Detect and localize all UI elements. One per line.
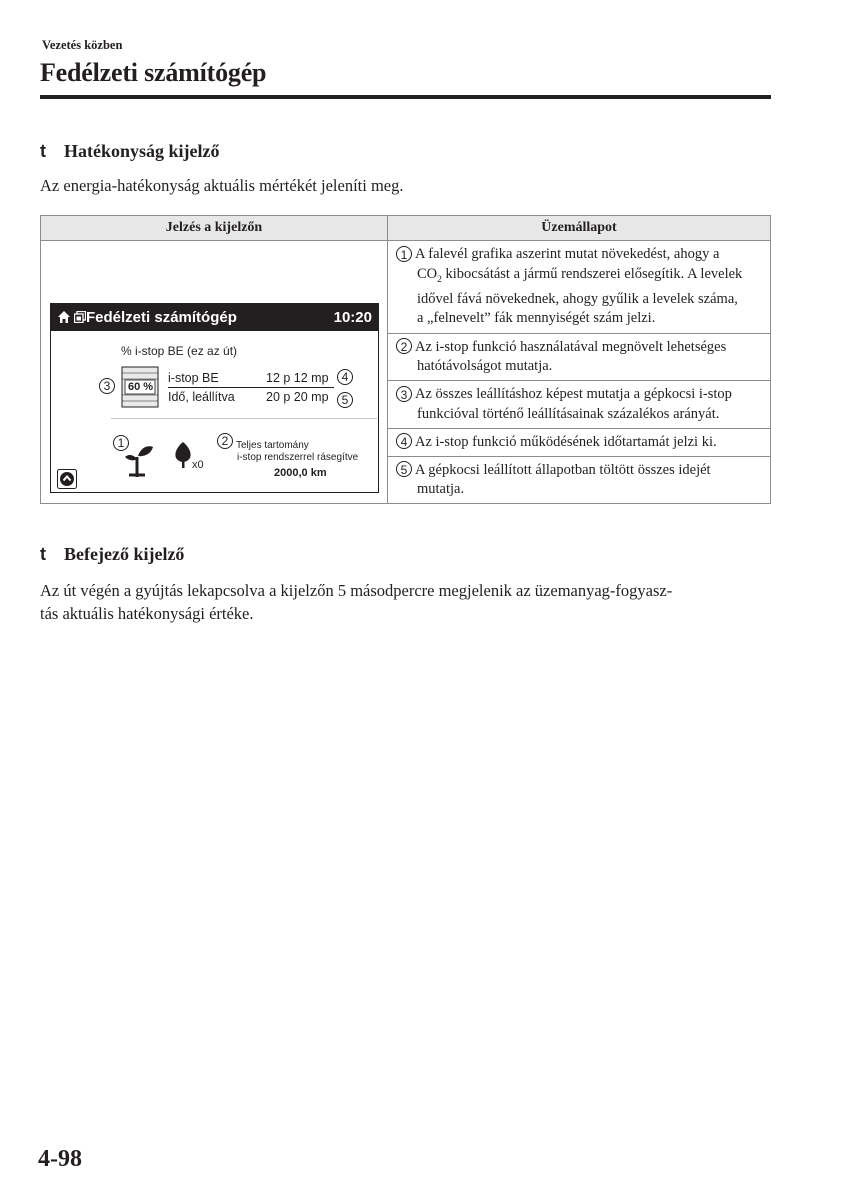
marker-5: 5: [337, 392, 353, 408]
row-1-line-4: a „felnevelt” fák mennyiségét szám jelzi.: [417, 310, 656, 327]
page-number: 4-98: [38, 1146, 82, 1172]
screen-title-bar: [51, 304, 378, 331]
marker-2: 2: [217, 433, 233, 449]
bullet-icon: t: [40, 141, 46, 161]
tree-icon: [173, 441, 193, 469]
screen-illustration: [50, 303, 379, 493]
row-number-2: 2: [396, 338, 412, 354]
info-table: [40, 215, 771, 504]
stopped-time-label: Idő, leállítva: [168, 390, 235, 404]
range-label-line1: Teljes tartomány: [236, 440, 309, 451]
marker-3: 3: [99, 378, 115, 394]
row-5-line-1: A gépkocsi leállított állapotban töltött összes idejét: [415, 461, 711, 478]
state-row-3: [388, 381, 771, 428]
car-icon: [74, 311, 86, 323]
tree-count: x0: [192, 459, 204, 471]
istop-on-label: i-stop BE: [168, 371, 219, 385]
range-value: 2000,0 km: [274, 467, 327, 479]
row-2-line-2: hatótávolságot mutatja.: [417, 358, 553, 375]
paragraph-line-2: tás aktuális hatékonysági értéke.: [40, 603, 254, 623]
table-header-state: Üzemállapot: [388, 216, 771, 241]
row-3-line-1: Az összes leállításhoz képest mutatja a gépkocsi i-stop: [415, 386, 732, 403]
istop-percent-value: 60 %: [128, 381, 154, 393]
section-heading-efficiency: [40, 141, 220, 162]
sprout-leaf-icon: [123, 437, 155, 477]
co2-subscript: 2: [437, 274, 442, 285]
screen-clock: 10:20: [333, 309, 372, 326]
row-3-line-2: funkcióval történő leállításainak százalékos arányát.: [417, 405, 720, 422]
state-row-2: [388, 333, 771, 380]
final-display-paragraph: [40, 580, 780, 625]
marker-4: 4: [337, 369, 353, 385]
row-1-line-1: A falevél grafika aszerint mutat növekedést, ahogy a: [415, 246, 720, 262]
row-2-line-1: Az i-stop funkció használatával megnövelt lehetséges: [415, 338, 727, 355]
scroll-up-button[interactable]: [57, 469, 77, 489]
stopped-time-value: 20 p 20 mp: [266, 390, 329, 404]
row-number-3: 3: [396, 386, 412, 402]
page-title: Fedélzeti számítógép: [40, 58, 267, 87]
row-number-4: 4: [396, 433, 412, 449]
state-row-5: [388, 456, 771, 504]
state-row-1: [388, 241, 771, 334]
heading-text: Hatékonyság kijelző: [64, 141, 220, 161]
separator-line: [168, 387, 334, 388]
range-label-line2: i-stop rendszerrel rásegítve: [237, 452, 359, 463]
istop-percent-label: % i-stop BE (ez az út): [121, 344, 238, 358]
title-rule: [40, 95, 771, 99]
table-header-display: Jelzés a kijelzőn: [41, 216, 388, 241]
istop-on-value: 12 p 12 mp: [266, 371, 329, 385]
intro-paragraph: Az energia-hatékonyság aktuális mértékét jeleníti meg.: [40, 176, 404, 195]
state-row-4: [388, 428, 771, 456]
display-illustration-cell: [41, 241, 388, 504]
co2-prefix: CO: [417, 265, 438, 282]
home-icon: [57, 310, 71, 324]
section-heading-final-display: [40, 544, 184, 565]
paragraph-line-1: Az út végén a gyújtás lekapcsolva a kijelzőn 5 másodpercre megjelenik az üzemanyag-fogyasz-: [40, 581, 673, 600]
row-1-line-3: idővel fává növekednek, ahogy gyűlik a levelek száma,: [417, 290, 738, 307]
row-5-line-2: mutatja.: [417, 481, 465, 497]
row-4-line-1: Az i-stop funkció működésének időtartamát jelzi ki.: [415, 433, 717, 450]
divider: [111, 418, 377, 419]
heading-text: Befejező kijelző: [64, 544, 185, 564]
row-number-5: 5: [396, 461, 412, 477]
section-label: Vezetés közben: [42, 38, 123, 52]
row-1-line-2: kibocsátást a jármű rendszerei elősegítik. A levelek: [441, 265, 743, 282]
row-number-1: 1: [396, 246, 412, 262]
marker-1: 1: [113, 435, 129, 451]
bullet-icon: t: [40, 544, 46, 564]
screen-title: Fedélzeti számítógép: [86, 309, 237, 326]
